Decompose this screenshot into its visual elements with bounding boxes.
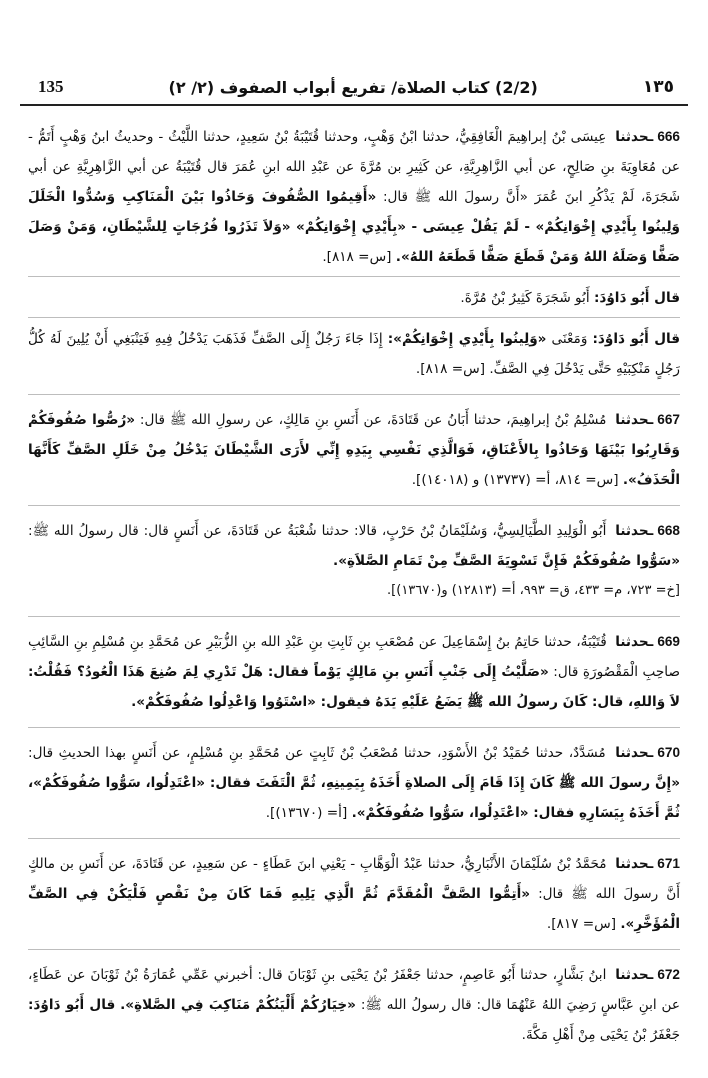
matn: «إِنَّ رسولَ الله ﷺ كَانَ إِذَا قَامَ إِلَى الصلاةِ أَخَذَهُ بِيَمِينِهِ، ثُمَّ الْتَفَتَ فقال: «اعْتَدِلُوا، سَوُّوا صُفُوفَكُمْ»، ثُمَّ أَخَذَهُ بِيَسَارِهِ فقال: «اعْتَدِلُوا، سَوُّوا صُفُوفَكُمْ».	[28, 775, 680, 821]
abu-dawud-note	[28, 317, 680, 388]
reference: [أ= (١٣٦٧٠)].	[265, 805, 348, 821]
hadith-669	[28, 616, 680, 727]
hadith-671	[28, 838, 680, 949]
isnad: ابنُ بَشَّارٍ، حدثنا أَبُو عَاصِمٍ، حدثنا جَعْفَرُ بْنُ يَحْيَى بنِ ثَوْبَانَ قال: أخبرني عَمِّي عُمَارَةُ بْنُ ثَوْبَانَ عن عَطَاءٍ، عن ابنِ عَبَّاسٍ رَضِيَ اللهُ عَنْهُمَا قال: قال رسولُ الله ﷺ:	[28, 967, 680, 1013]
page-number-latin: 135	[38, 77, 64, 96]
note-lead: قال أَبُو دَاوُدَ:	[592, 331, 681, 347]
hadith-text	[28, 736, 680, 832]
hadith-670	[28, 727, 680, 838]
isnad: مُسَدَّدٌ، حدثنا حُمَيْدُ بْنُ الأَسْوَدِ، حدثنا مُصْعَبُ بْنُ ثَابِتٍ عن مُحَمَّدِ بنِ مُسْلِمٍ، عن أَنَسٍ بهذا الحديثِ قال:	[28, 745, 606, 761]
note-text: أَبُو شَجَرَةَ كَثِيرُ بْنُ مُرَّةَ.	[460, 290, 590, 306]
isnad: مُسْلِمُ بْنُ إبراهِيمَ، حدثنا أَبَانُ عن قَتَادَةَ، عن أَنَسِ بنِ مَالِكٍ، عن رسولِ الله ﷺ قال:	[139, 412, 607, 428]
reference: [س= ٨١٧].	[546, 916, 617, 932]
haddathana-label: ـحدثنا	[615, 129, 654, 145]
hadith-668	[28, 505, 680, 616]
note-quote: «وَلِينُوا بِأَيْدِي إِخْوَانِكُمْ»:	[387, 331, 547, 347]
matn: «رُصُّوا صُفُوفَكُمْ وَقَارِبُوا بَيْنَهَا وَحَاذُوا بِالأَعْنَاقِ، فَوَالَّذِي نَفْسِي بِيَدِهِ إِنِّي لأَرَى الشَّيْطَانَ يَدْخُلُ مِنْ خَلَلِ الصَّفِّ كَأَنَّهَا الْحَذَفُ».	[28, 412, 680, 488]
reference: [س= ٨١٨].	[322, 249, 392, 265]
hadith-667	[28, 394, 680, 505]
hadith-666	[28, 118, 680, 394]
hadith-number: 667	[657, 412, 680, 427]
haddathana-label: ـحدثنا	[615, 745, 654, 761]
hadith-number: 668	[657, 523, 680, 538]
abu-dawud-note	[28, 276, 680, 317]
haddathana-label: ـحدثنا	[615, 523, 654, 539]
hadith-number: 669	[657, 634, 680, 649]
matn: «أَقِيمُوا الصُّفُوفَ وَحَاذُوا بَيْنَ الْمَنَاكِبِ وَسُدُّوا الْخَلَلَ وَلِينُوا بِأَيْدِي إِخْوَانِكُمْ» - لَمْ يَقُلْ عِيسَى - «بِأَيْدِي إِخْوَانِكُمْ» «وَلاَ تَذَرُوا فُرُجَاتٍ لِلشَّيْطَانِ، وَمَنْ وَصَلَ صَفًّا وَصَلَهُ اللهُ وَمَنْ قَطَعَ صَفًّا قَطَعَهُ اللهُ».	[28, 189, 680, 265]
reference: [س= ٨١٨].	[415, 361, 486, 377]
isnad: عِيسَى بْنُ إبراهِيمَ الْغَافِقِيُّ، حدثنا ابْنُ وَهْبٍ، وحدثنا قُتَيْبَةُ بْنُ سَعِيدٍ، حدثنا اللَّيْثُ - وحديثُ ابنُ وَهْبٍ أَتَمُّ - عن مُعَاوِيَةَ بنِ صَالِحٍ، عن أبي الزَّاهِرِيَّةِ، عن كَثِيرِ بن مُرَّةَ عن عَبْدِ الله ابنِ عُمَرَ قال قُتَيْبَةُ عن أبي الزَّاهِرِيَّةِ عن أبي شَجَرَةَ، لَمْ يَذْكُرِ ابنَ عُمَرَ «أَنَّ رسولَ الله ﷺ قال:	[28, 129, 680, 205]
hadith-672	[28, 949, 680, 1060]
isnad: أَبُو الْوَلِيدِ الطَّيَالِسِيُّ، وَسُلَيْمَانُ بْنُ حَرْبٍ، قالا: حدثنا شُعْبَةُ عن قَتَادَةَ، عن أَنَسٍ قال: قال رسولُ الله ﷺ:	[28, 523, 607, 539]
note-text: جَعْفَرُ بْنُ يَحْيَى مِنْ أَهْلِ مَكَّةَ.	[521, 1027, 680, 1043]
reference: [س= ٨١٤، أ= (١٣٧٣٧) و (١٤٠١٨)].	[411, 472, 619, 488]
isnad: مُحَمَّدُ بْنُ سُلَيْمَانَ الأَنْبَارِيُّ، حدثنا عَبْدُ الْوَهَّابِ - يَعْنِي ابنَ عَطَاءٍ - عن سَعِيدٍ، عن قَتَادَةَ، عن أَنَسِ بن مالكٍ أَنَّ رسولَ الله ﷺ قال:	[28, 856, 681, 902]
hadith-text	[28, 847, 680, 943]
haddathana-label: ـحدثنا	[615, 634, 654, 650]
matn: «سَوُّوا صُفُوفَكُمْ فَإِنَّ تَسْوِيَةَ الصَّفِّ مِنْ تَمَامِ الصَّلاَةِ».	[333, 553, 680, 569]
page-number-arabic: ١٣٥	[642, 77, 674, 97]
hadith-number: 672	[657, 967, 680, 982]
matn: «أَتِمُّوا الصَّفَّ الْمُقَدَّمَ ثُمَّ الَّذِي يَلِيهِ فَمَا كَانَ مِنْ نَقْصٍ فَلْيَكُنْ فِي الصَّفِّ الْمُؤَخَّرِ».	[28, 886, 680, 932]
reference: [خ= ٧٢٣، م= ٤٣٣، ق= ٩٩٣، أ= (١٢٨١٣) و(١٣٦٧٠)].	[387, 583, 680, 598]
hadith-number: 671	[657, 856, 680, 871]
haddathana-label: ـحدثنا	[615, 412, 654, 428]
matn: «صَلَّيْتُ إِلَى جَنْبِ أَنَسِ بنِ مَالِكٍ يَوْماً فقال: هَلْ تَدْرِي لِمَ صُنِعَ هَذَا الْعُودُ؟ فَقُلْتُ: لاَ وَاللهِ، قال: كَانَ رسولُ الله ﷺ يَضَعُ عَلَيْهِ يَدَهُ فيقول: «اسْتَوُوا وَاعْدِلُوا صُفُوفَكُمْ».	[28, 664, 680, 710]
note-text: وَمَعْنَى	[551, 331, 588, 347]
hadith-text	[28, 403, 680, 499]
running-title: (2/2) كتاب الصلاة/ تفريع أبواب الصفوف (٢/ ٢)	[168, 77, 538, 97]
hadith-text	[28, 625, 680, 721]
note-text: إِذَا جَاءَ رَجُلٌ إِلَى الصَّفِّ فَذَهَبَ يَدْخُلُ فِيهِ فَيَنْبَغِي أَنْ يُلِينَ لَهُ كُلُّ رَجُلٍ مَنْكِبَيْهِ حَتَّى يَدْخُلَ فِي الصَّفِّ.	[28, 331, 680, 377]
hadith-text	[28, 958, 680, 1054]
note-lead: قال أَبُو دَاوُدَ:	[28, 997, 116, 1013]
hadith-text	[28, 514, 680, 610]
note-lead: قال أَبُو دَاوُدَ:	[593, 290, 680, 306]
matn: «خِيَارُكُمْ أَلْيَنُكُمْ مَنَاكِبَ فِي الصَّلاةِ».	[120, 997, 356, 1013]
hadith-text	[28, 120, 680, 276]
hadith-number: 666	[657, 129, 680, 144]
haddathana-label: ـحدثنا	[615, 856, 654, 872]
page-header	[20, 70, 688, 106]
page-body	[28, 118, 680, 1064]
isnad: قُتَيْبَةُ، حدثنا حَاتِمُ بنُ إِسْمَاعِيلَ عن مُصْعَبِ بنِ ثَابِتِ بنِ عَبْدِ الله بنِ الزُّبَيْرِ عن مُحَمَّدِ بنِ مُسْلِمِ بنِ السَّائِبِ صاحِبِ الْمَقْصُورَةِ قال:	[28, 634, 680, 680]
hadith-number: 670	[657, 745, 681, 760]
haddathana-label: ـحدثنا	[615, 967, 654, 983]
